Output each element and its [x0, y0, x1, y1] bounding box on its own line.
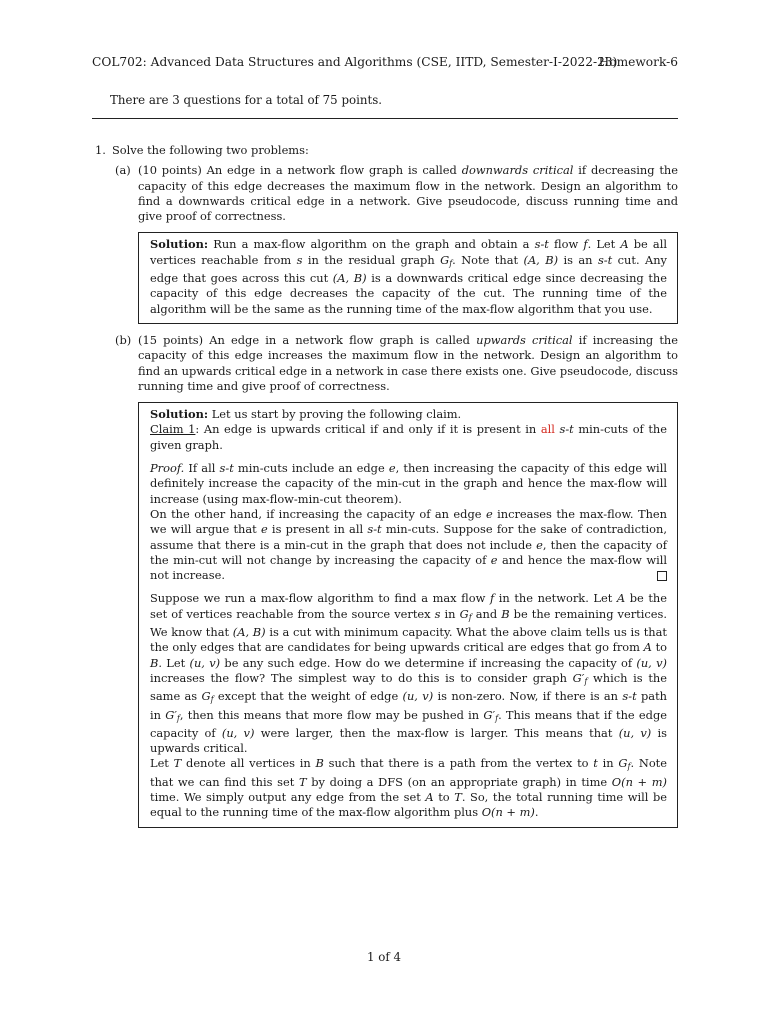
- page-number: 1 of 4: [367, 950, 401, 964]
- question-number: 1.: [95, 143, 106, 157]
- part-a: [95, 163, 678, 324]
- part-b-text-2: if increasing the capacity of this edge increases the maximum flow in the network. Design an algorithm to find an upwards critical edge in a network in case there exists one. Give pseudocode, discuss running time and give proof of correctness.: [138, 332, 679, 393]
- proof-paragraph-2: On the other hand, if increasing the capacity of an edge e increases the max-flow. Then we will argue that e is present in all s-t min-cuts. Suppose for the sake of contradiction, assume that there is a min-cut in the graph that does not include e, then the capacity of the min-cut will not change by increasing the capacity of e and hence the max-flow will not increase.: [150, 506, 667, 583]
- solution-label: Solution:: [150, 237, 209, 252]
- header-divider: [92, 118, 678, 119]
- solution-b-intro: Solution: Let us start by proving the following claim.: [150, 407, 462, 422]
- solution-box-b: [138, 402, 678, 827]
- highlight-all: all: [540, 422, 555, 437]
- part-b: [95, 333, 678, 828]
- question-1: [95, 143, 678, 828]
- intro-text: There are 3 questions for a total of 75 points.: [110, 93, 383, 107]
- question-1-heading: [95, 143, 678, 158]
- page-header: [92, 55, 678, 73]
- part-a-text-2: if decreasing the capacity of this edge decreases the maximum flow in the network. Design an algorithm to find a downwards critical edge in a network. Give pseudocode, discuss running time and give proof of correctness.: [138, 163, 678, 224]
- running-time-paragraph: Let T denote all vertices in B such that there is a path from the vertex to t in $G_f$. Note that we can find this set T by doing a DFS (on an appropriate graph) in time O(n + m) time. We simply output any edge from the set A to T. So, the total running time will be equal to the running time of the max-flow algorithm plus O(n + m).: [150, 756, 667, 820]
- part-b-text: (15 points) An edge in a network flow graph is called: [138, 332, 477, 347]
- homework-label: Homework-6: [598, 55, 678, 69]
- term-downwards-critical: downwards critical: [461, 163, 574, 178]
- course-title: COL702: Advanced Data Structures and Algorithms (CSE, IITD, Semester-I-2022-23): [92, 55, 618, 69]
- algorithm-paragraph: Suppose we run a max-flow algorithm to find a max flow f in the network. Let A be the set of vertices reachable from the source vertex s in $G_f$ and B be the remaining vertices. We know that (A, B) is a cut with minimum capacity. What the above claim tells us is that the only edges that are candidates for being upwards critical are edges that go from A to B. Let (u, v) be any such edge. How do we determine if increasing the capacity of (u, v) increases the flow? The simplest way to do this is to consider graph $G'_f$ which is the same as $G_f$ except that the weight of edge (u, v) is non-zero. Now, if there is an s-t path in $G'_f$, then this means that more flow may be pushed in $G'_f$. This means that if the edge capacity of (u, v) were larger, then the max-flow is larger. This means that (u, v) is upwards critical.: [150, 591, 668, 756]
- solution-box-a: [138, 232, 678, 323]
- solution-label: Solution:: [150, 407, 209, 422]
- part-a-text: (10 points) An edge in a network flow graph is called: [138, 163, 462, 178]
- proof-label: Proof.: [150, 461, 185, 476]
- solution-a-text: Solution: Run a max-flow algorithm on the graph and obtain a s-t flow f. Let A be all vertices reachable from s in the residual graph $G_f$. Note that (A, B) is an s-t cut. Any edge that goes across this cut (A, B) is a downwards critical edge since decreasing the capacity of this edge decreases the capacity of the cut. The running time of the algorithm will be the same as the running time of the max-flow algorithm that you use.: [150, 237, 667, 316]
- claim-label: Claim 1: [150, 422, 196, 437]
- part-b-label: (b): [115, 332, 132, 347]
- claim-1: Claim 1: An edge is upwards critical if and only if it is present in all s-t min-cuts of the given graph.: [150, 422, 667, 452]
- part-a-label: (a): [115, 163, 131, 178]
- proof-paragraph-1: Proof. If all s-t min-cuts include an edge e, then increasing the capacity of this edge will definitely increase the capacity of the min-cut in the graph and hence the max-flow will increase (using max-flow-min-cut theorem).: [150, 461, 667, 506]
- term-upwards-critical: upwards critical: [476, 332, 573, 347]
- question-1-text: Solve the following two problems:: [112, 143, 309, 157]
- qed-square-icon: [657, 571, 667, 581]
